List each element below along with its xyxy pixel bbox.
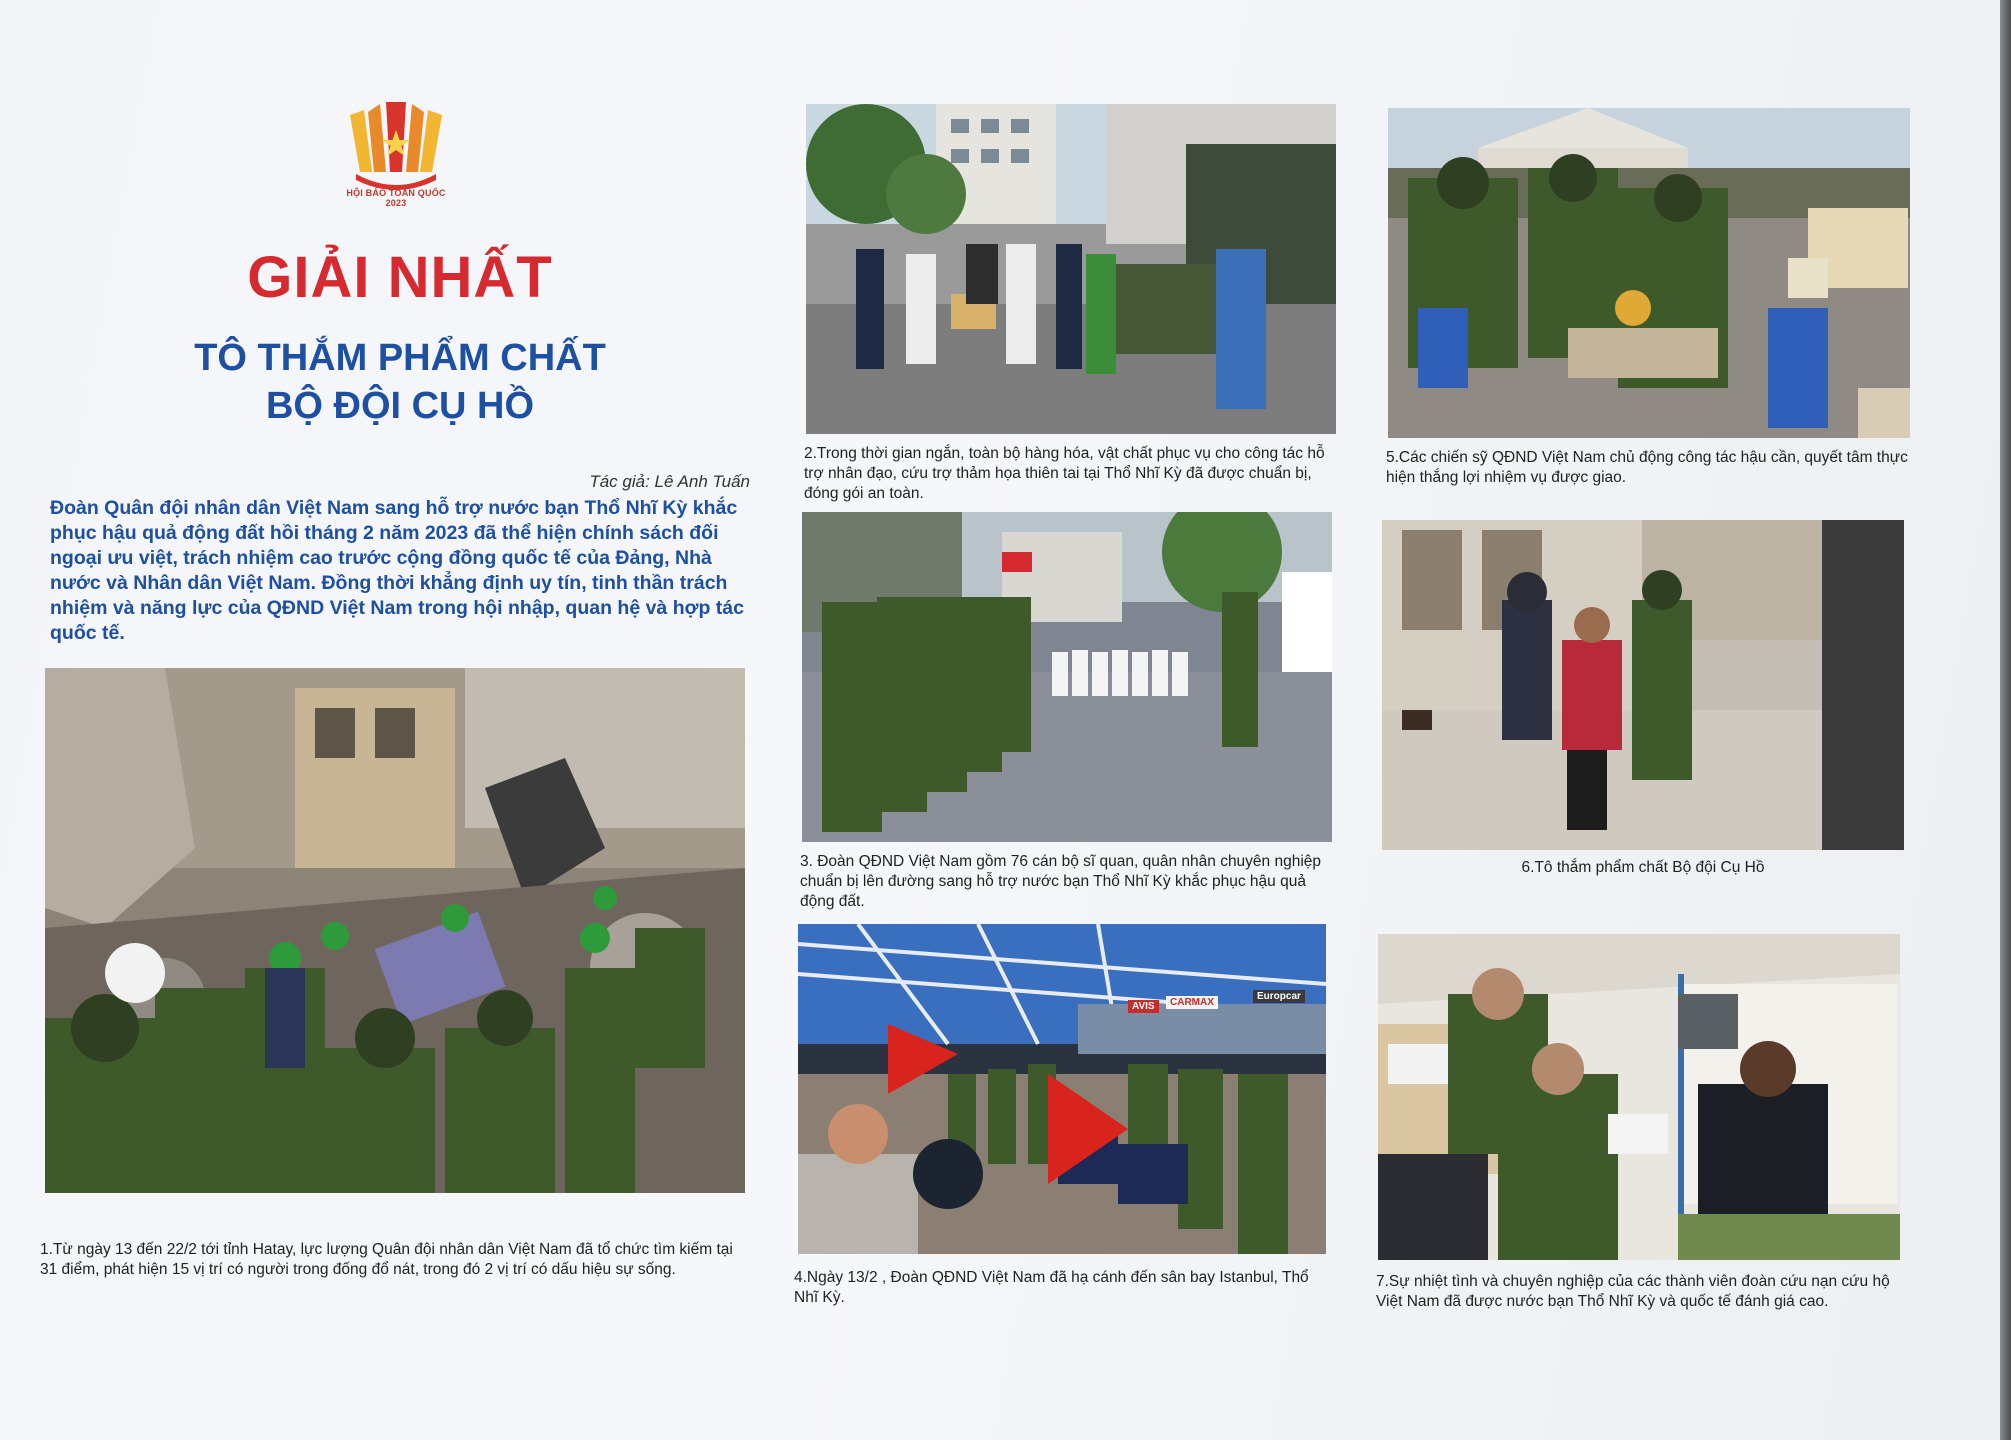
caption-3: 3. Đoàn QĐND Việt Nam gồm 76 cán bộ sĩ quan, quân nhân chuyên nghiệp chuẩn bị lên đường sang hỗ trợ nước bạn Thổ Nhĩ Kỳ khắc phục hậu quả động đất.	[800, 853, 1322, 910]
photo-5-field-kitchen	[1388, 108, 1910, 438]
sign-avis: AVIS	[1128, 1000, 1159, 1013]
photo-2-packing-supplies	[806, 104, 1336, 434]
logo-caption: HỘI BÁO TOÀN QUỐC 2023	[346, 188, 446, 208]
caption-7: 7.Sự nhiệt tình và chuyên nghiệp của các thành viên đoàn cứu nạn cứu hộ Việt Nam đã được nước bạn Thổ Nhĩ Kỳ và quốc tế đánh giá cao.	[1376, 1273, 1890, 1310]
photo-6-soldier-with-child	[1382, 520, 1904, 850]
caption-1: 1.Từ ngày 13 đến 22/2 tới tỉnh Hatay, lực lượng Quân đội nhân dân Việt Nam đã tổ chức tìm kiếm tại 31 điểm, phát hiện 15 vị trí có người trong đống đổ nát, trong đó 2 vị trí có dấu hiệu sự sống.	[40, 1241, 733, 1278]
photo-7-medical-tent	[1378, 934, 1900, 1260]
caption-2: 2.Trong thời gian ngắn, toàn bộ hàng hóa, vật chất phục vụ cho công tác hỗ trợ nhân đạo, cứu trợ thảm họa thiên tai tại Thổ Nhĩ Kỳ đã được chuẩn bị, đóng gói an toàn.	[804, 445, 1325, 502]
caption-4: 4.Ngày 13/2 , Đoàn QĐND Việt Nam đã hạ cánh đến sân bay Istanbul, Thổ Nhĩ Kỳ.	[794, 1269, 1309, 1306]
festival-logo	[342, 100, 450, 200]
caption-6: 6.Tô thắm phẩm chất Bộ đội Cụ Hồ	[1521, 859, 1765, 876]
exhibit-title	[150, 334, 650, 430]
title-line-2: BỘ ĐỘI CỤ HỒ	[265, 385, 535, 427]
frame-edge	[2000, 0, 2011, 1440]
photo-4-airport-arrival	[798, 924, 1326, 1254]
prize-heading: GIẢI NHẤT	[247, 245, 553, 310]
intro-text: Đoàn Quân đội nhân dân Việt Nam sang hỗ trợ nước bạn Thổ Nhĩ Kỳ khắc phục hậu quả động đất hồi tháng 2 năm 2023 đã thể hiện chính sách đối ngoại ưu việt, trách nhiệm cao trước cộng đồng quốc tế của Đảng, Nhà nước và Nhân dân Việt Nam. Đồng thời khẳng định uy tín, tinh thần trách nhiệm và năng lực của QĐND Việt Nam trong hội nhập, quan hệ và hợp tác quốc tế.	[50, 497, 744, 644]
sign-carmax: CARMAX	[1166, 996, 1218, 1009]
caption-5: 5.Các chiến sỹ QĐND Việt Nam chủ động công tác hậu cần, quyết tâm thực hiện thắng lợi nhiệm vụ được giao.	[1386, 449, 1908, 486]
author-credit: Tác giả: Lê Anh Tuấn	[589, 472, 750, 491]
sign-europcar: Europcar	[1253, 990, 1305, 1003]
title-line-1: TÔ THẮM PHẨM CHẤT	[194, 337, 606, 379]
photo-1-rubble-rescue	[45, 668, 745, 1193]
photo-3-soldiers-ready	[802, 512, 1332, 842]
